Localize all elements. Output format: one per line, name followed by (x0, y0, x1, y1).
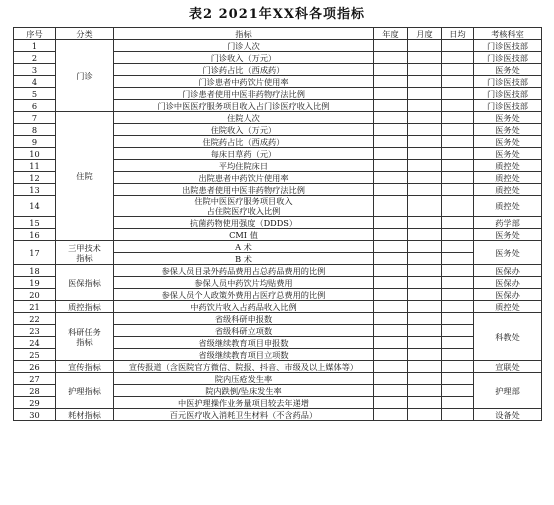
dept-cell: 质控处 (474, 184, 542, 196)
row-no: 29 (14, 397, 56, 409)
dept-cell: 医保办 (474, 277, 542, 289)
dept-cell: 科教处 (474, 313, 542, 361)
header-dept: 考核科室 (474, 28, 542, 40)
row-no: 12 (14, 172, 56, 184)
category-cell: 门诊 (56, 40, 114, 112)
dept-cell: 门诊医技部 (474, 100, 542, 112)
indicator-cell: 门诊患者使用中医非药物疗法比例 (114, 88, 374, 100)
indicator-cell: 抗菌药物使用强度（DDDS） (114, 217, 374, 229)
table-row (14, 40, 542, 52)
row-no: 17 (14, 241, 56, 265)
dept-cell: 医务处 (474, 148, 542, 160)
indicator-cell: 参保人员目录外药品费用占总药品费用的比例 (114, 265, 374, 277)
row-no: 7 (14, 112, 56, 124)
category-cell: 宣传指标 (56, 361, 114, 373)
indicator-cell: 宣传报道（含医院官方微信、院报、抖音、市级及以上媒体等） (114, 361, 374, 373)
header-row (14, 28, 542, 40)
dept-cell: 医务处 (474, 229, 542, 241)
dept-cell: 医务处 (474, 241, 542, 265)
dept-cell: 设备处 (474, 409, 542, 421)
indicator-cell: 门诊药占比（西成药） (114, 64, 374, 76)
row-no: 20 (14, 289, 56, 301)
indicator-cell: 住院人次 (114, 112, 374, 124)
row-no: 21 (14, 301, 56, 313)
indicator-cell: 参保人员个人政策外费用占医疗总费用的比例 (114, 289, 374, 301)
header-indicator: 指标 (114, 28, 374, 40)
row-no: 30 (14, 409, 56, 421)
indicator-cell: 中药饮片收入占药品收入比例 (114, 301, 374, 313)
dept-cell: 质控处 (474, 172, 542, 184)
row-no: 25 (14, 349, 56, 361)
dept-cell: 质控处 (474, 301, 542, 313)
header-category: 分类 (56, 28, 114, 40)
row-no: 3 (14, 64, 56, 76)
indicator-cell: 住院药占比（西成药） (114, 136, 374, 148)
table-row (14, 112, 542, 124)
row-no: 10 (14, 148, 56, 160)
dept-cell: 门诊医技部 (474, 88, 542, 100)
indicator-cell: 参保人员中药饮片均贴费用 (114, 277, 374, 289)
dept-cell: 护理部 (474, 373, 542, 409)
dept-cell: 医务处 (474, 112, 542, 124)
category-cell: 科研任务 指标 (56, 313, 114, 361)
row-no: 23 (14, 325, 56, 337)
row-no: 15 (14, 217, 56, 229)
dept-cell: 医务处 (474, 124, 542, 136)
table-row (14, 241, 542, 253)
dept-cell: 门诊医技部 (474, 76, 542, 88)
indicator-cell: 平均住院床日 (114, 160, 374, 172)
row-no: 1 (14, 40, 56, 52)
dept-cell: 门诊医技部 (474, 52, 542, 64)
dept-cell: 药学部 (474, 217, 542, 229)
dept-cell: 质控处 (474, 196, 542, 217)
row-no: 14 (14, 196, 56, 217)
category-cell: 住院 (56, 112, 114, 241)
dept-cell: 质控处 (474, 160, 542, 172)
indicator-cell: 出院患者中药饮片使用率 (114, 172, 374, 184)
table-row (14, 361, 542, 373)
indicator-cell: 省级继续教育项目立项数 (114, 349, 374, 361)
indicator-cell: 住院中医医疗服务项目收入 占住院医疗收入比例 (114, 196, 374, 217)
row-no: 18 (14, 265, 56, 277)
row-no: 9 (14, 136, 56, 148)
indicator-cell: 门诊收入（万元） (114, 52, 374, 64)
indicator-cell: 住院收入（万元） (114, 124, 374, 136)
table-row (14, 373, 542, 385)
table-row (14, 409, 542, 421)
row-no: 27 (14, 373, 56, 385)
category-cell: 三甲技术 指标 (56, 241, 114, 265)
indicator-cell: 中医护理操作业务量项目较去年递增 (114, 397, 374, 409)
indicator-cell: 省级继续教育项目申报数 (114, 337, 374, 349)
row-no: 5 (14, 88, 56, 100)
row-no: 28 (14, 385, 56, 397)
indicator-cell: 每床日草药（元） (114, 148, 374, 160)
table-row (14, 313, 542, 325)
row-no: 6 (14, 100, 56, 112)
indicator-cell: B 术 (114, 253, 374, 265)
row-no: 16 (14, 229, 56, 241)
indicator-cell: A 术 (114, 241, 374, 253)
row-no: 4 (14, 76, 56, 88)
dept-cell: 门诊医技部 (474, 40, 542, 52)
category-cell: 护理指标 (56, 373, 114, 409)
indicator-cell: 出院患者使用中医非药物疗法比例 (114, 184, 374, 196)
row-no: 8 (14, 124, 56, 136)
indicator-cell: 门诊人次 (114, 40, 374, 52)
table-row (14, 265, 542, 277)
indicator-cell: 百元医疗收入消耗卫生材料（不含药品） (114, 409, 374, 421)
row-no: 13 (14, 184, 56, 196)
dept-cell: 医保办 (474, 265, 542, 277)
dept-cell: 医务处 (474, 136, 542, 148)
indicator-cell: 院内跌倒/坠床发生率 (114, 385, 374, 397)
row-no: 24 (14, 337, 56, 349)
dept-cell: 宣联处 (474, 361, 542, 373)
row-no: 22 (14, 313, 56, 325)
header-no: 序号 (14, 28, 56, 40)
indicator-cell: 门诊患者中药饮片使用率 (114, 76, 374, 88)
row-no: 19 (14, 277, 56, 289)
dept-cell: 医保办 (474, 289, 542, 301)
header-daily: 日均 (442, 28, 474, 40)
indicator-cell: 省级科研申报数 (114, 313, 374, 325)
category-cell: 耗材指标 (56, 409, 114, 421)
table-row (14, 301, 542, 313)
indicator-cell: 院内压疮发生率 (114, 373, 374, 385)
row-no: 2 (14, 52, 56, 64)
category-cell: 医保指标 (56, 265, 114, 301)
indicator-table (13, 27, 542, 421)
table-title: 表2 2021年XX科各项指标 (189, 7, 365, 22)
row-no: 26 (14, 361, 56, 373)
indicator-cell: CMI 值 (114, 229, 374, 241)
header-annual: 年度 (374, 28, 408, 40)
indicator-cell: 省级科研立项数 (114, 325, 374, 337)
row-no: 11 (14, 160, 56, 172)
dept-cell: 医务处 (474, 64, 542, 76)
header-monthly: 月度 (408, 28, 442, 40)
indicator-cell: 门诊中医医疗服务项目收入占门诊医疗收入比例 (114, 100, 374, 112)
category-cell: 质控指标 (56, 301, 114, 313)
